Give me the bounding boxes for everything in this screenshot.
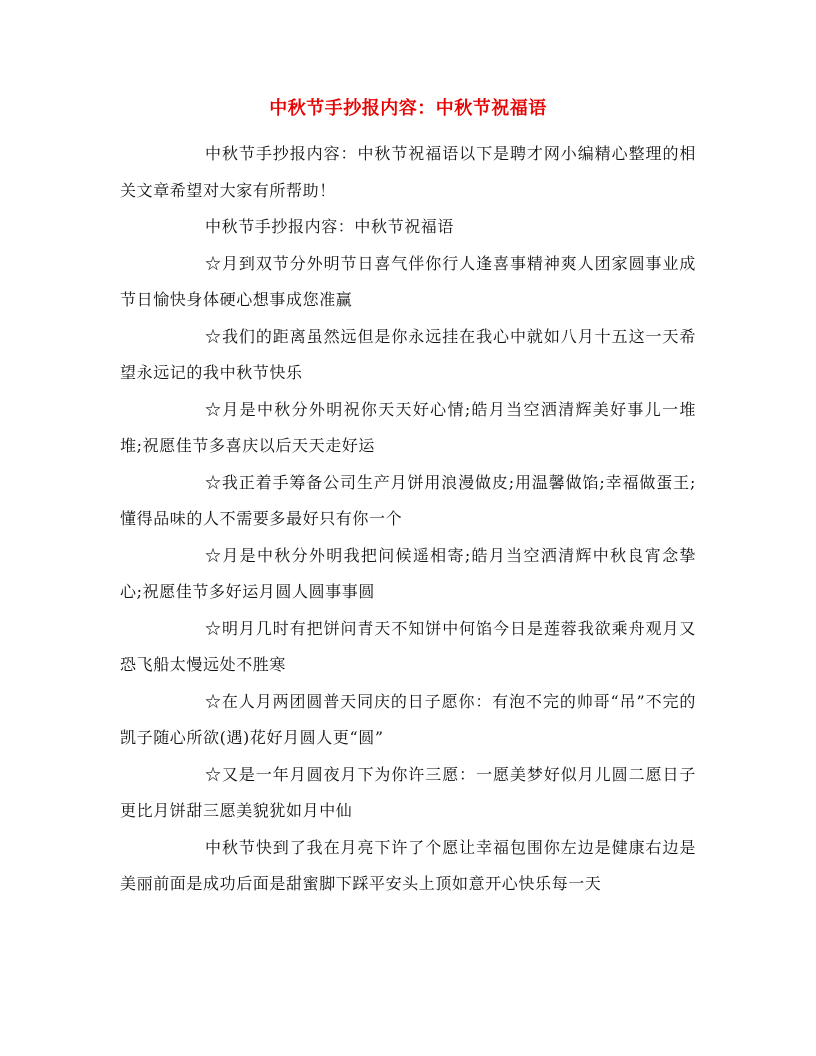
paragraph-wish-6: ☆明月几时有把饼问青天不知饼中何馅今日是莲蓉我欲乘舟观月又恐飞船太慢远处不胜寒 — [120, 618, 696, 674]
paragraph-wish-4: ☆我正着手筹备公司生产月饼用浪漫做皮;用温馨做馅;幸福做蛋王;懂得品味的人不需要多最好只有你一个 — [120, 472, 696, 528]
paragraph-wish-8: ☆又是一年月圆夜月下为你许三愿：一愿美梦好似月儿圆二愿日子更比月饼甜三愿美貌犹如月中仙 — [120, 764, 696, 820]
paragraph-wish-3: ☆月是中秋分外明祝你天天好心情;皓月当空洒清辉美好事儿一堆堆;祝愿佳节多喜庆以后天天走好运 — [120, 399, 696, 455]
paragraph-intro: 中秋节手抄报内容：中秋节祝福语以下是聘才网小编精心整理的相关文章希望对大家有所帮助！ — [120, 144, 696, 200]
paragraph-closing: 中秋节快到了我在月亮下许了个愿让幸福包围你左边是健康右边是美丽前面是成功后面是甜蜜脚下踩平安头上顶如意开心快乐每一天 — [120, 837, 696, 893]
paragraph-wish-2: ☆我们的距离虽然远但是你永远挂在我心中就如八月十五这一天希望永远记的我中秋节快乐 — [120, 326, 696, 382]
paragraph-wish-7: ☆在人月两团圆普天同庆的日子愿你：有泡不完的帅哥“吊”不完的凯子随心所欲(遇)花好月圆人更“圆” — [120, 691, 696, 747]
paragraph-subtitle: 中秋节手抄报内容：中秋节祝福语 — [205, 217, 455, 236]
paragraph-wish-5: ☆月是中秋分外明我把问候遥相寄;皓月当空洒清辉中秋良宵念挚心;祝愿佳节多好运月圆人圆事事圆 — [120, 545, 696, 601]
paragraph-wish-1: ☆月到双节分外明节日喜气伴你行人逢喜事精神爽人团家圆事业成节日愉快身体硬心想事成您准赢 — [120, 253, 696, 309]
document-body — [120, 136, 696, 903]
document-title: 中秋节手抄报内容：中秋节祝福语 — [269, 98, 547, 119]
